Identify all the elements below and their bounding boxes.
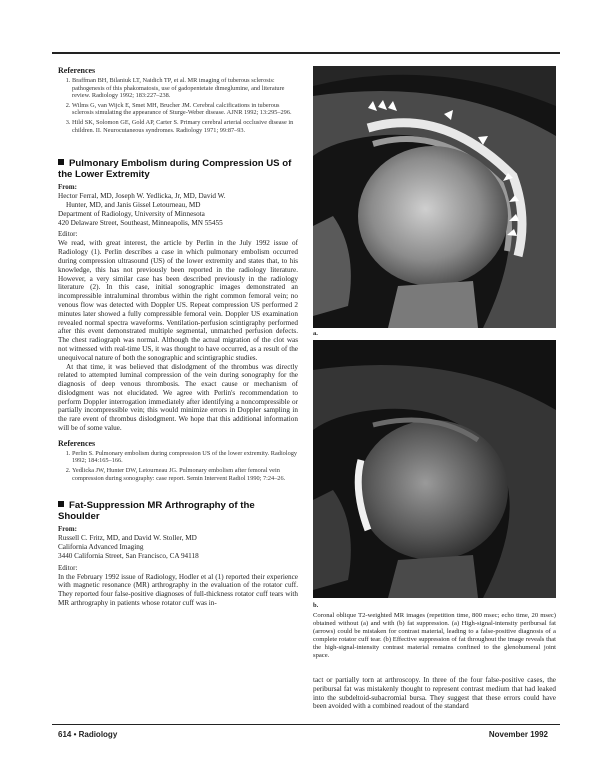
reference-item: 2. Wilms G, van Wijck E, Smet MH, Brucher JM. Cerebral calcifications in tuberous sclerosis simulating the appearance of Sturge-Weber disease. AJNR 1992; 13:295–296. [72, 102, 298, 117]
figure-caption: Coronal oblique T2-weighted MR images (repetition time, 800 msec; echo time, 20 msec) obtained without (a) and with (b) fat suppression. (a) High-signal-intensity peribursal fat (arrows) could be mistaken for contrast material, leading to a false-positive diagnosis of a complete rotator cuff tear. (b) Effective suppression of fat throughout the image reveals that the high-signal-intensity contrast material remains confined to the glenohumeral joint space. [313, 612, 556, 659]
footer-date: November 1992 [488, 730, 548, 739]
left-column [58, 66, 298, 608]
letter2-continued-text: tact or partially torn at arthroscopy. In three of the four false-positive cases, the peribursal fat was mistakenly thought to represent contrast medium that had leaked into the subdeltoid-subacromial bursa. They suggest that these errors could have been avoided with a combined readout of the standard [313, 676, 556, 711]
letter1-paragraph2: At that time, it was believed that dislodgment of the thrombus was directly related to attempted luminal compression of the vein during sonography for the diagnosis of deep venous thrombosis. The exact cause or mechanism of dislodgment was not elucidated. We agree with Perlin's recommendation to perform Doppler interrogation immediately after identifying a noncompressible or partially incompressible vein; this would minimize errors in Doppler sampling in the rare event of thrombus dislodgment. We hope that this additional information will be of some value. [58, 362, 298, 433]
letter2-paragraph1: In the February 1992 issue of Radiology, Hodler et al (1) reported their experience with magnetic resonance (MR) arthrography in the evaluation of the rotator cuff. They reported four false-positive diagnoses of full-thickness rotator cuff tears with MR arthrography in patients whose rotator cuff was in- [58, 572, 298, 608]
letter1-address: 420 Delaware Street, Southeast, Minneapolis, MN 55455 [58, 218, 223, 227]
figure-label-a: a. [313, 330, 318, 337]
letter2-address: 3440 California Street, San Francisco, CA 94118 [58, 551, 199, 560]
section-square-icon [58, 159, 64, 165]
letter1-references-heading: References [58, 438, 96, 448]
letter1-from-label: From: [58, 183, 77, 192]
footer-rule [52, 724, 560, 725]
letter2-editor-label: Editor: [58, 563, 78, 572]
mri-shoulder-a-graphic [313, 66, 556, 328]
figure-label-b: b. [313, 602, 319, 609]
footer-page-journal: 614 • Radiology [58, 730, 118, 739]
letter2-from-label: From: [58, 525, 77, 534]
mri-image-b [313, 340, 556, 598]
letter1-editor-label: Editor: [58, 230, 78, 239]
references-heading: References [58, 66, 96, 75]
letter2-title: Fat-Suppression MR Arthrography of the Shoulder [58, 500, 255, 523]
letter1-title: Pulmonary Embolism during Compression US of the Lower Extremity [58, 158, 292, 181]
reference-item: 3. Hild SK, Solomon GE, Gold AP, Carter S. Primary cerebral arterial occlusive disease in children. II. Neurocutaneous syndromes. Radiology 1971; 99:87–93. [72, 119, 298, 134]
reference-item: 1. Perlin S. Pulmonary embolism during compression US of the lower extremity. Radiology 1992; 184:165–166. [72, 450, 298, 465]
letter1-authors-line2: Hunter, MD, and Janis Gissel Letourneau, MD [66, 200, 201, 209]
letter2-authors: Russell C. Fritz, MD, and David W. Stoller, MD [58, 534, 197, 543]
top-rule [52, 52, 560, 54]
reference-item: 2. Yedlicka JW, Hunter DW, Letourneau JG. Pulmonary embolism after femoral vein compression during sonography: case report. Semin Intervent Radiol 1990; 7:24–26. [72, 467, 298, 482]
references-list-top [58, 77, 298, 134]
letter1-affiliation: Department of Radiology, University of Minnesota [58, 209, 205, 218]
letter2-affiliation: California Advanced Imaging [58, 543, 144, 552]
letter1-authors-line1: Hector Ferral, MD, Joseph W. Yedlicka, Jr, MD, David W. [58, 192, 226, 201]
mri-image-a [313, 66, 556, 328]
reference-item: 1. Braffman BH, Bilaniuk LT, Naidich TP, et al. MR imaging of tuberous sclerosis: pathogenesis of this phakomatosis, use of gadopentetate dimeglumine, and literature review. Radiology 1992; 183:227–238. [72, 77, 298, 100]
letter1-references-list [58, 450, 298, 482]
mri-shoulder-b-graphic [313, 340, 556, 598]
section-square-icon [58, 501, 64, 507]
letter1-paragraph1: We read, with great interest, the article by Perlin in the July 1992 issue of Radiology (1). Perlin describes a case in which pulmonary embolism occurred during compression ultrasound (US) of the lower extremity and states that, to his knowledge, this has not previously been reported in the radiology literature. However, a very similar case has been described previously in the radiology literature (2). In this case, initial sonographic images demonstrated an incompressible intraluminal thrombus within the right common femoral vein; no venous flow was detected with Doppler US. Repeat compression US performed 2 minutes later showed a fully compressible femoral vein. Doppler US examination revealed normal spectra waveforms. Ventilation-perfusion scintigraphy performed after this event demonstrated multiple segmental, unmatched perfusion defects. The chest radiograph was normal. Although the actual migration of the clot was not witnessed with real-time US, it was thought to have occurred, as a result of the unequivocal nature of both the sonographic and scintigraphic studies. [58, 239, 298, 362]
